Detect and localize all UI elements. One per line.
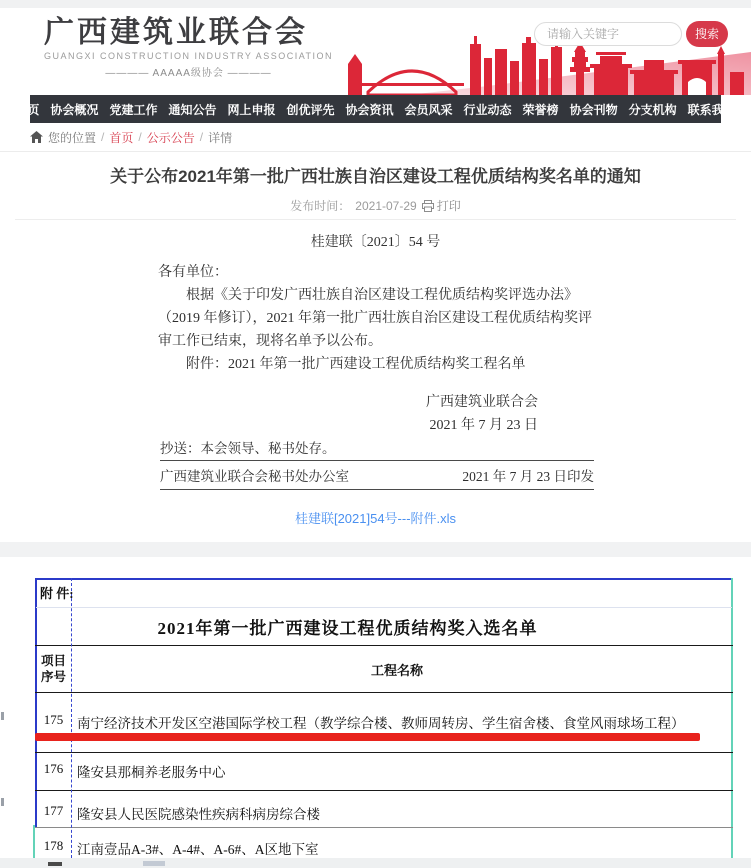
cropped-text-fragment — [1, 798, 4, 806]
breadcrumb-separator: / — [101, 130, 105, 144]
breadcrumb-link-home[interactable]: 首页 — [109, 130, 134, 145]
cropped-artifact — [143, 861, 165, 866]
nav-item-party[interactable]: 党建工作 — [109, 102, 158, 117]
nav-item-honor[interactable]: 荣誉榜 — [522, 102, 559, 117]
table-row-name: 南宁经济技术开发区空港国际学校工程（教学综合楼、教师周转房、学生宿舍楼、食堂风雨球场工程） — [77, 716, 685, 731]
issuer-line — [160, 461, 594, 490]
site-logo[interactable] — [44, 17, 333, 79]
signature-block — [158, 391, 538, 437]
nav-item-about[interactable]: 协会概况 — [50, 102, 99, 117]
publish-date: 2021-07-29 — [355, 198, 417, 213]
table-row-no: 175 — [43, 712, 64, 727]
publish-time-label: 发布时间： — [290, 199, 351, 213]
table-row-line — [35, 790, 733, 791]
breadcrumb-link-section[interactable]: 公示公告 — [146, 130, 195, 145]
nav-item-excellence[interactable]: 创优评先 — [286, 102, 335, 117]
signature-org: 广西建筑业联合会 — [426, 395, 538, 410]
document-number: 桂建联〔2021〕54 号 — [310, 235, 441, 250]
issuer-office: 广西建筑业联合会秘书处办公室 — [160, 469, 349, 484]
main-nav — [15, 95, 736, 123]
attachment-table-title: 2021年第一批广西建设工程优质结构奖入选名单 — [157, 619, 538, 638]
body-paragraph: 根据《关于印发广西壮族自治区建设工程优质结构奖评选办法》（2019 年修订），2021 年第一批广西壮族自治区建设工程优质结构奖评审工作已结束，现将名单予以公布。 — [158, 288, 592, 349]
column-header-no: 项目序号 — [40, 654, 66, 684]
breadcrumb — [0, 123, 751, 152]
breadcrumb-current: 详情 — [208, 130, 233, 145]
attachment-label: 附 件: — [40, 586, 74, 601]
nav-item-contact[interactable]: 联系我们 — [687, 102, 736, 117]
table-row-name: 隆安县那桐养老服务中心 — [77, 765, 226, 780]
nav-item-online-report[interactable]: 网上申报 — [227, 102, 276, 117]
table-row-line — [35, 692, 733, 693]
search-button[interactable]: 搜索 — [686, 21, 728, 47]
home-icon — [30, 131, 43, 143]
cropped-text-fragment — [1, 712, 4, 720]
nav-item-branches[interactable]: 分支机构 — [628, 102, 677, 117]
nav-item-members[interactable]: 会员风采 — [404, 102, 453, 117]
breadcrumb-separator: / — [138, 130, 142, 144]
article-meta — [0, 197, 751, 214]
table-row-no: 176 — [43, 761, 64, 776]
breadcrumb-separator: / — [199, 130, 204, 144]
cropped-artifact — [48, 862, 62, 866]
bottom-strip — [0, 858, 751, 868]
top-strip — [0, 0, 751, 8]
print-label: 打印 — [436, 199, 461, 213]
article-body — [158, 261, 595, 376]
table-row-line — [35, 752, 733, 753]
search-input[interactable] — [534, 22, 682, 46]
red-highlight-underline — [35, 733, 700, 741]
table-row-no: 177 — [43, 803, 64, 818]
site-logo-subtitle: GUANGXI CONSTRUCTION INDUSTRY ASSOCIATION — [44, 51, 334, 61]
table-row-line — [35, 645, 733, 646]
attachment-table-image — [0, 557, 751, 858]
attachment-file-link[interactable]: 桂建联[2021]54号---附件.xls — [294, 511, 457, 526]
nav-item-industry[interactable]: 行业动态 — [463, 102, 512, 117]
nav-item-publications[interactable]: 协会刊物 — [569, 102, 618, 117]
table-row-line — [35, 827, 733, 828]
print-button[interactable] — [422, 197, 461, 214]
section-divider — [0, 542, 751, 557]
table-row-name: 江南壹品A-3#、A-4#、A-6#、A区地下室 — [77, 842, 319, 857]
table-row-no: 178 — [43, 838, 64, 853]
table-row-line — [36, 607, 732, 608]
table-border-right — [731, 578, 733, 860]
nav-item-notices[interactable]: 通知公告 — [168, 102, 217, 117]
nav-item-home[interactable]: 首页 — [15, 102, 40, 117]
divider — [15, 219, 736, 220]
site-logo-title: 广西建筑业联合会 — [44, 16, 308, 49]
cc-block — [160, 437, 594, 490]
table-border-top — [35, 578, 733, 580]
issue-date: 2021 年 7 月 23 日印发 — [462, 469, 594, 484]
body-paragraph: 附件：2021 年第一批广西建设工程优质结构奖工程名单 — [186, 357, 526, 372]
table-row-name: 隆安县人民医院感染性疾病科病房综合楼 — [77, 807, 320, 822]
breadcrumb-location-label: 您的位置 — [48, 130, 97, 145]
printer-icon — [422, 200, 434, 212]
site-logo-badge: ———— AAAAA级协会 ———— — [105, 68, 272, 79]
article-title: 关于公布2021年第一批广西壮族自治区建设工程优质结构奖名单的通知 — [110, 167, 641, 186]
signature-date: 2021 年 7 月 23 日 — [429, 418, 538, 433]
salutation: 各有单位： — [158, 265, 228, 280]
cc-line: 抄送：本会领导、秘书处存。 — [160, 437, 594, 461]
nav-item-news[interactable]: 协会资讯 — [345, 102, 394, 117]
column-header-name: 工程名称 — [370, 663, 423, 678]
